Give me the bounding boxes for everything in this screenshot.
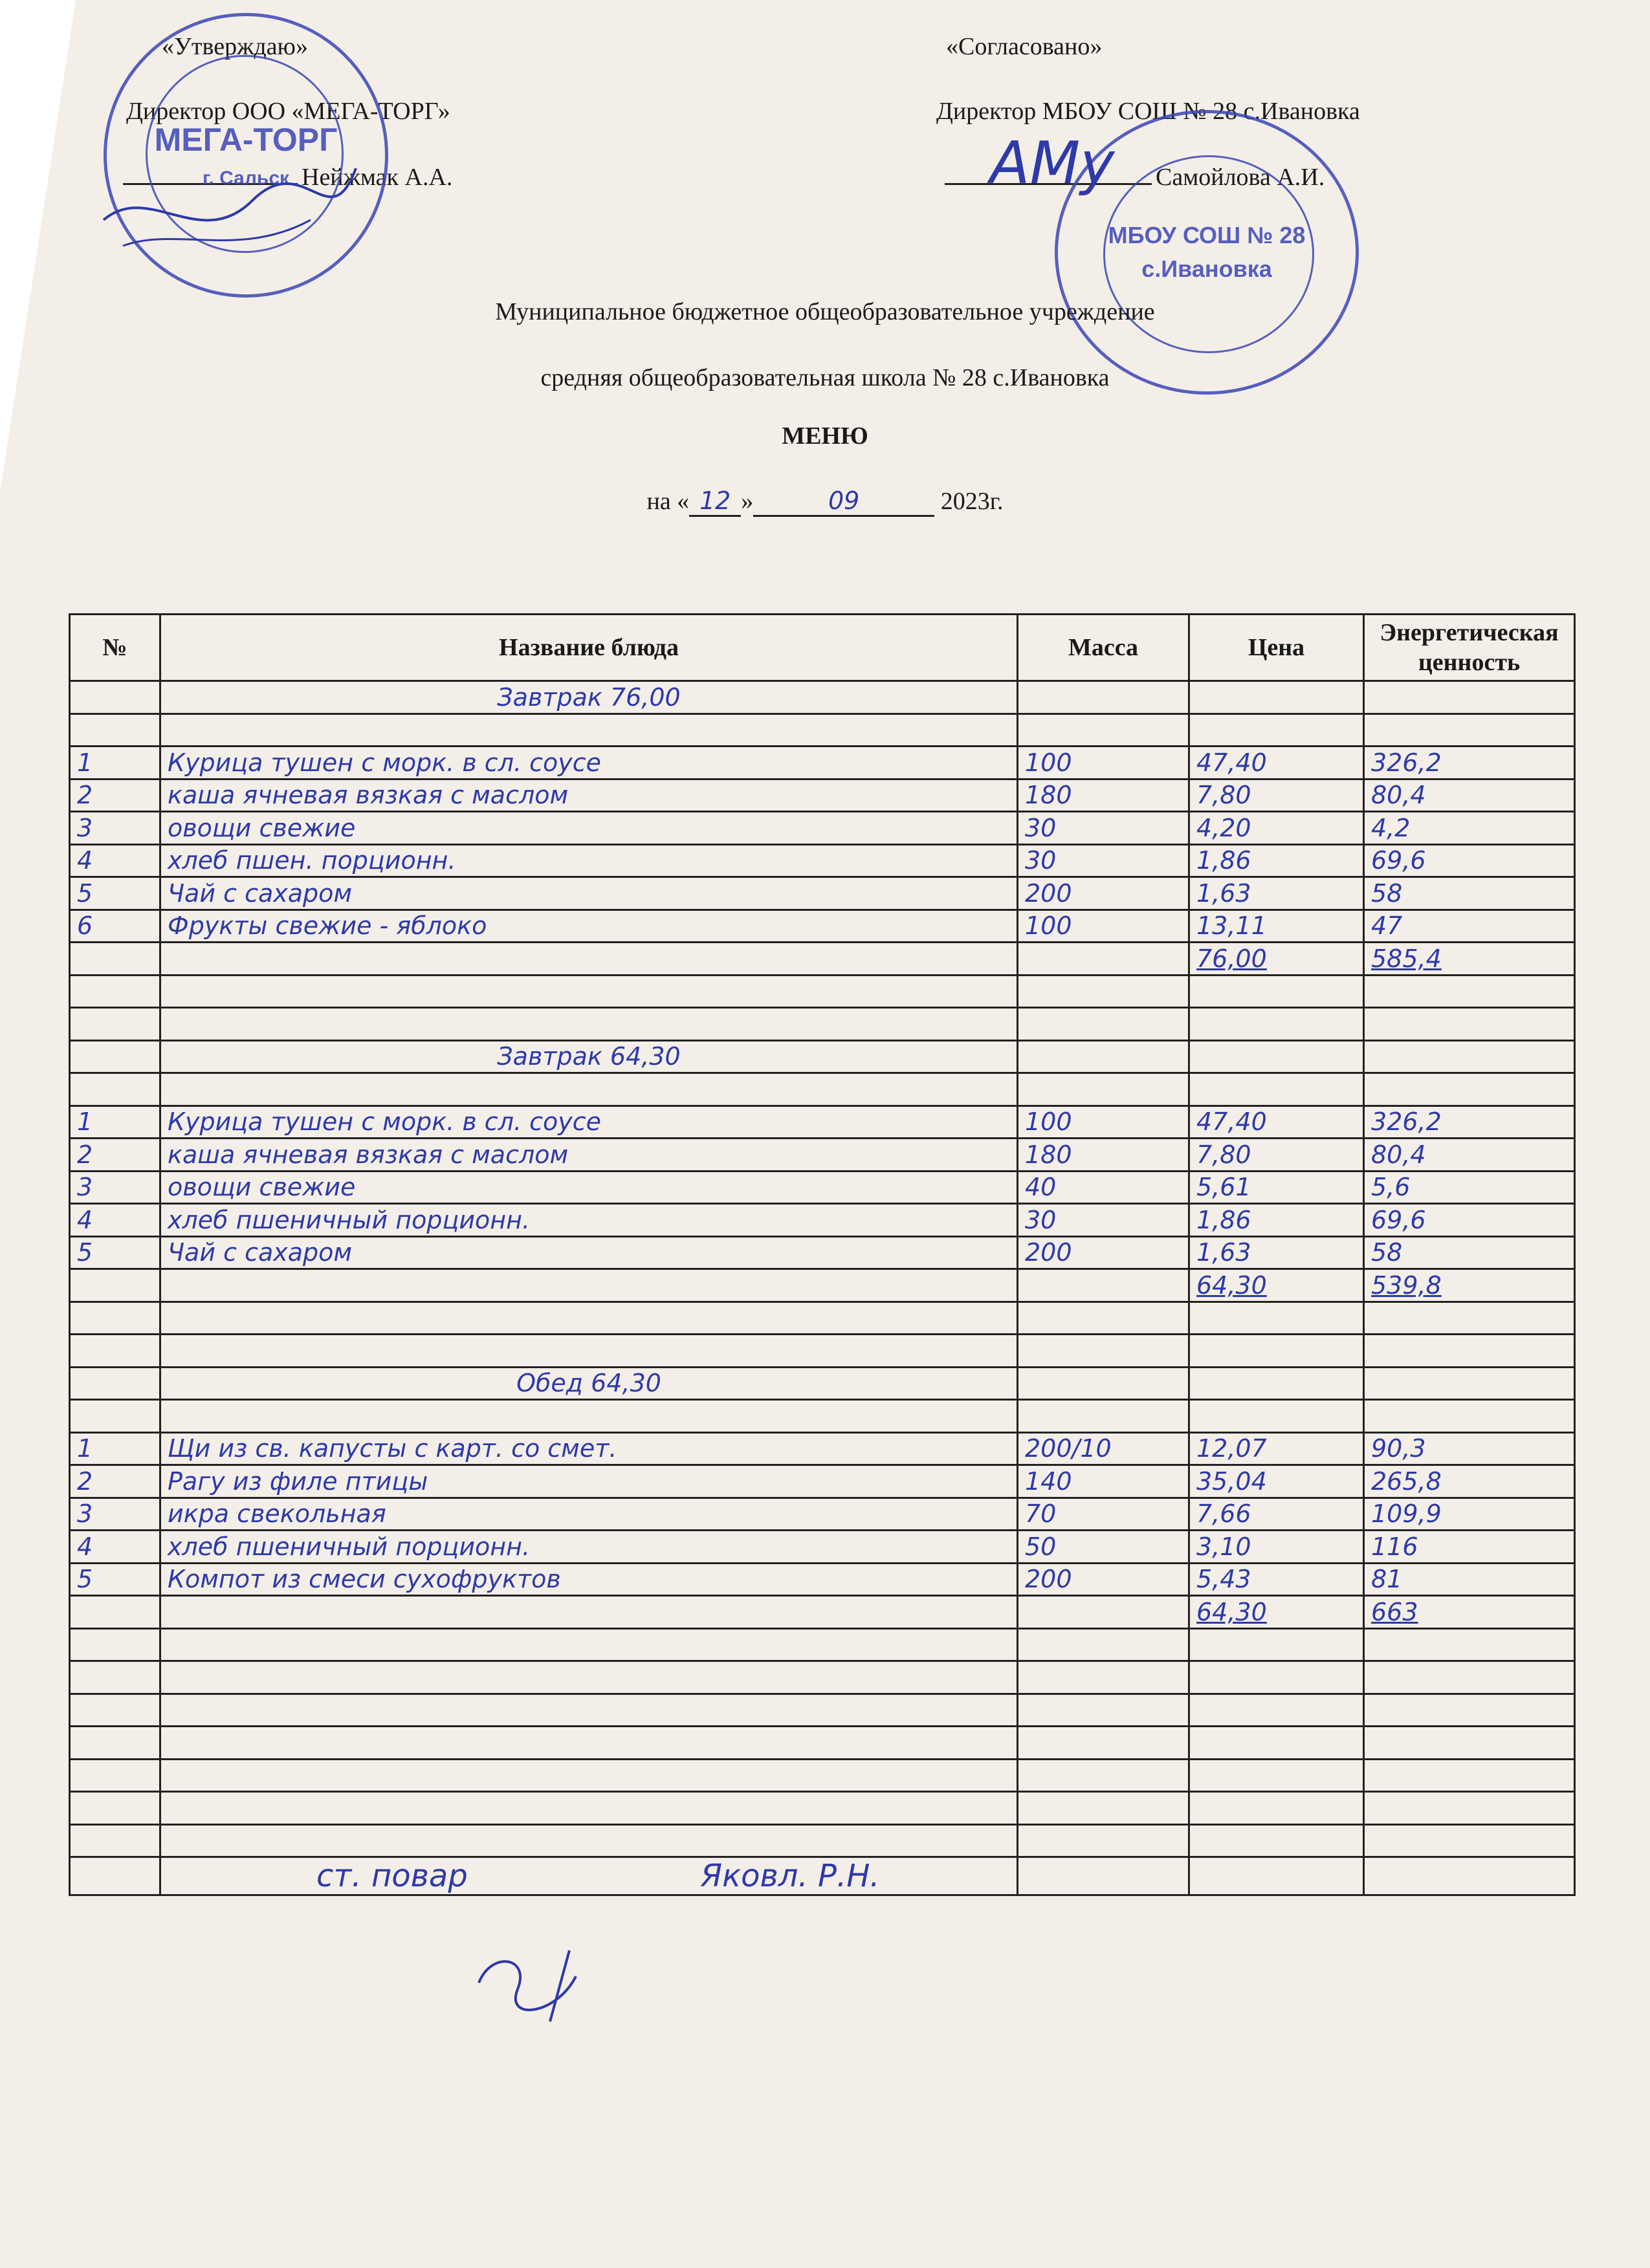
header-dish-name: Название блюда	[160, 615, 1018, 681]
empty-cell	[160, 1824, 1018, 1857]
empty-cell	[70, 1628, 160, 1661]
institution-line-2: средняя общеобразовательная школа № 28 с.Ивановка	[540, 364, 1110, 391]
empty-cell	[160, 1008, 1018, 1041]
school-stamp-village: с.Ивановка	[1141, 256, 1272, 282]
dish-mass: 200	[1018, 877, 1189, 910]
empty-cell	[1189, 1694, 1364, 1727]
dish-number: 3	[70, 812, 160, 845]
dish-name: овощи свежие	[160, 812, 1018, 845]
spacer-row	[70, 1073, 1575, 1106]
dish-name: Фрукты свежие - яблоко	[160, 910, 1018, 943]
empty-cell	[1018, 1073, 1189, 1106]
empty-cell	[1364, 975, 1575, 1008]
empty-cell	[1189, 1661, 1364, 1694]
company-stamp-city: г. Сальск	[202, 168, 290, 189]
empty-cell	[70, 714, 160, 747]
dish-row	[70, 844, 1575, 877]
dish-number: 6	[70, 910, 160, 943]
header-energy: Энергетическая ценность	[1364, 615, 1575, 681]
cook-role: ст. повар	[316, 1858, 468, 1894]
dish-mass: 180	[1018, 1139, 1189, 1172]
empty-cell	[1189, 681, 1364, 714]
dish-mass: 100	[1018, 1106, 1189, 1139]
dish-energy: 90,3	[1364, 1432, 1575, 1465]
dish-energy: 5,6	[1364, 1171, 1575, 1204]
empty-cell	[1018, 1792, 1189, 1825]
total-energy: 539,8	[1364, 1269, 1575, 1302]
empty-cell	[1189, 1335, 1364, 1368]
empty-cell	[1189, 975, 1364, 1008]
dish-number: 1	[70, 1432, 160, 1465]
empty-cell	[1364, 1367, 1575, 1400]
empty-cell	[1364, 1857, 1575, 1895]
empty-cell	[1364, 1040, 1575, 1073]
empty-cell	[1364, 1628, 1575, 1661]
empty-cell	[1189, 714, 1364, 747]
empty-cell	[1364, 1073, 1575, 1106]
empty-cell	[1364, 1008, 1575, 1041]
dish-price: 4,20	[1189, 812, 1364, 845]
header-number: №	[70, 615, 160, 681]
dish-price: 3,10	[1189, 1531, 1364, 1564]
empty-cell	[1018, 1040, 1189, 1073]
dish-mass: 200/10	[1018, 1432, 1189, 1465]
empty-cell	[1018, 1335, 1189, 1368]
empty-cell	[1018, 1824, 1189, 1857]
left-approve: «Утверждаю»	[162, 33, 308, 60]
empty-row	[70, 1694, 1575, 1727]
section-title: Завтрак 64,30	[160, 1040, 1018, 1073]
dish-number: 4	[70, 844, 160, 877]
dish-row	[70, 1498, 1575, 1531]
section-title-row	[70, 1040, 1575, 1073]
dish-price: 7,80	[1189, 779, 1364, 812]
empty-cell	[70, 943, 160, 976]
dish-energy: 80,4	[1364, 1139, 1575, 1172]
empty-cell	[1189, 1302, 1364, 1335]
right-approver-name: Самойлова А.И.	[1156, 164, 1325, 191]
empty-cell	[1364, 681, 1575, 714]
dish-energy: 326,2	[1364, 747, 1575, 780]
dish-number: 5	[70, 877, 160, 910]
empty-row	[70, 1727, 1575, 1760]
empty-cell	[70, 1269, 160, 1302]
spacer-row	[70, 1302, 1575, 1335]
empty-cell	[1018, 1367, 1189, 1400]
empty-cell	[70, 1596, 160, 1629]
spacer-row	[70, 975, 1575, 1008]
cook-signature	[362, 1937, 725, 2028]
empty-cell	[70, 1824, 160, 1857]
empty-cell	[1189, 1400, 1364, 1433]
spacer-row	[70, 1400, 1575, 1433]
section-title: Завтрак 76,00	[160, 681, 1018, 714]
dish-name: хлеб пшеничный порционн.	[160, 1531, 1018, 1564]
dish-mass: 30	[1018, 1204, 1189, 1237]
empty-cell	[160, 1792, 1018, 1825]
date-month: 09	[753, 486, 934, 517]
dish-price: 13,11	[1189, 910, 1364, 943]
dish-mass: 30	[1018, 812, 1189, 845]
empty-cell	[1364, 1694, 1575, 1727]
empty-cell	[70, 1302, 160, 1335]
dish-price: 7,80	[1189, 1139, 1364, 1172]
dish-price: 12,07	[1189, 1432, 1364, 1465]
header-mass: Масса	[1018, 615, 1189, 681]
dish-name: Чай с сахаром	[160, 1236, 1018, 1269]
empty-cell	[160, 1661, 1018, 1694]
menu-body	[70, 681, 1575, 1895]
dish-row	[70, 779, 1575, 812]
dish-mass: 200	[1018, 1236, 1189, 1269]
empty-cell	[1364, 1727, 1575, 1760]
empty-cell	[1189, 1727, 1364, 1760]
empty-cell	[70, 1335, 160, 1368]
date-year: 2023г.	[940, 488, 1004, 515]
dish-name: овощи свежие	[160, 1171, 1018, 1204]
section-title: Обед 64,30	[160, 1367, 1018, 1400]
dish-name: Курица тушен с морк. в сл. соусе	[160, 747, 1018, 780]
empty-cell	[70, 1661, 160, 1694]
left-signature	[97, 142, 369, 272]
empty-cell	[70, 975, 160, 1008]
section-title-row	[70, 1367, 1575, 1400]
dish-energy: 69,6	[1364, 844, 1575, 877]
dish-mass: 200	[1018, 1563, 1189, 1596]
spacer-row	[70, 1661, 1575, 1694]
dish-name: икра свекольная	[160, 1498, 1018, 1531]
empty-cell	[160, 1694, 1018, 1727]
dish-mass: 70	[1018, 1498, 1189, 1531]
dish-energy: 58	[1364, 1236, 1575, 1269]
dish-number: 2	[70, 1465, 160, 1498]
dish-name: хлеб пшеничный порционн.	[160, 1204, 1018, 1237]
dish-energy: 4,2	[1364, 812, 1575, 845]
company-stamp-text: МЕГА-ТОРГ	[154, 122, 338, 158]
right-signature: АМу	[990, 129, 1115, 197]
dish-number: 1	[70, 747, 160, 780]
empty-cell	[160, 1759, 1018, 1792]
signature-row	[70, 1857, 1575, 1895]
dish-energy: 265,8	[1364, 1465, 1575, 1498]
institution-line-1: Муниципальное бюджетное общеобразовательное учреждение	[495, 298, 1155, 325]
dish-row	[70, 1236, 1575, 1269]
dish-energy: 109,9	[1364, 1498, 1575, 1531]
empty-cell	[160, 1335, 1018, 1368]
empty-cell	[1018, 1661, 1189, 1694]
empty-cell	[160, 1596, 1018, 1629]
empty-cell	[70, 1073, 160, 1106]
dish-price: 1,86	[1189, 1204, 1364, 1237]
empty-cell	[1364, 1661, 1575, 1694]
right-approve: «Согласовано»	[946, 33, 1103, 60]
dish-row	[70, 1563, 1575, 1596]
empty-cell	[160, 714, 1018, 747]
empty-cell	[160, 975, 1018, 1008]
empty-cell	[1189, 1628, 1364, 1661]
dish-energy: 81	[1364, 1563, 1575, 1596]
empty-cell	[70, 1759, 160, 1792]
dish-energy: 47	[1364, 910, 1575, 943]
spacer-row	[70, 1008, 1575, 1041]
empty-cell	[1189, 1073, 1364, 1106]
empty-cell	[1018, 1400, 1189, 1433]
dish-number: 1	[70, 1106, 160, 1139]
dish-mass: 50	[1018, 1531, 1189, 1564]
dish-price: 35,04	[1189, 1465, 1364, 1498]
total-energy: 585,4	[1364, 943, 1575, 976]
dish-row	[70, 812, 1575, 845]
empty-cell	[1018, 1857, 1189, 1895]
empty-cell	[160, 1400, 1018, 1433]
dish-energy: 80,4	[1364, 779, 1575, 812]
empty-cell	[1018, 1008, 1189, 1041]
total-price: 76,00	[1189, 943, 1364, 976]
date-prefix: на «	[646, 488, 690, 515]
empty-cell	[70, 681, 160, 714]
empty-cell	[70, 1792, 160, 1825]
empty-cell	[70, 1008, 160, 1041]
date-mid: »	[741, 488, 754, 515]
dish-energy: 69,6	[1364, 1204, 1575, 1237]
empty-cell	[1189, 1759, 1364, 1792]
empty-cell	[1018, 681, 1189, 714]
dish-row	[70, 1139, 1575, 1172]
empty-cell	[1018, 1269, 1189, 1302]
dish-price: 5,61	[1189, 1171, 1364, 1204]
empty-cell	[1189, 1367, 1364, 1400]
dish-number: 4	[70, 1531, 160, 1564]
empty-cell	[1018, 1596, 1189, 1629]
cook-name: Яковл. Р.Н.	[700, 1858, 880, 1894]
dish-price: 47,40	[1189, 1106, 1364, 1139]
dish-number: 3	[70, 1498, 160, 1531]
empty-row	[70, 1759, 1575, 1792]
dish-name: Компот из смеси сухофруктов	[160, 1563, 1018, 1596]
empty-cell	[1018, 1628, 1189, 1661]
dish-name: Чай с сахаром	[160, 877, 1018, 910]
empty-cell	[160, 943, 1018, 976]
section-total-row	[70, 1596, 1575, 1629]
section-total-row	[70, 943, 1575, 976]
empty-cell	[1364, 714, 1575, 747]
dish-name: каша ячневая вязкая с маслом	[160, 779, 1018, 812]
empty-cell	[1018, 943, 1189, 976]
dish-mass: 40	[1018, 1171, 1189, 1204]
dish-row	[70, 1531, 1575, 1564]
dish-name: каша ячневая вязкая с маслом	[160, 1139, 1018, 1172]
dish-mass: 100	[1018, 747, 1189, 780]
dish-number: 2	[70, 1139, 160, 1172]
dish-number: 5	[70, 1563, 160, 1596]
total-price: 64,30	[1189, 1596, 1364, 1629]
empty-cell	[1364, 1759, 1575, 1792]
empty-cell	[1189, 1008, 1364, 1041]
dish-name: Щи из св. капусты с карт. со смет.	[160, 1432, 1018, 1465]
empty-cell	[70, 1857, 160, 1895]
empty-cell	[160, 1073, 1018, 1106]
document-title: МЕНЮ	[782, 422, 868, 450]
empty-row	[70, 1824, 1575, 1857]
empty-cell	[1189, 1824, 1364, 1857]
spacer-row	[70, 1628, 1575, 1661]
dish-name: Рагу из филе птицы	[160, 1465, 1018, 1498]
empty-cell	[160, 1727, 1018, 1760]
empty-cell	[1189, 1792, 1364, 1825]
dish-row	[70, 1106, 1575, 1139]
dish-price: 1,63	[1189, 1236, 1364, 1269]
dish-energy: 116	[1364, 1531, 1575, 1564]
dish-price: 5,43	[1189, 1563, 1364, 1596]
dish-mass: 30	[1018, 844, 1189, 877]
empty-cell	[1364, 1335, 1575, 1368]
spacer-row	[70, 1335, 1575, 1368]
dish-row	[70, 747, 1575, 780]
empty-cell	[1018, 975, 1189, 1008]
menu-date	[0, 486, 1650, 517]
dish-number: 4	[70, 1204, 160, 1237]
dish-number: 5	[70, 1236, 160, 1269]
dish-number: 2	[70, 779, 160, 812]
empty-cell	[70, 1694, 160, 1727]
empty-cell	[70, 1400, 160, 1433]
empty-cell	[1018, 714, 1189, 747]
empty-cell	[1018, 1727, 1189, 1760]
dish-row	[70, 1204, 1575, 1237]
left-approver-name: Нейжмак А.А.	[302, 164, 453, 191]
empty-cell	[1189, 1040, 1364, 1073]
empty-cell	[70, 1367, 160, 1400]
empty-cell	[1018, 1694, 1189, 1727]
dish-mass: 100	[1018, 910, 1189, 943]
spacer-row	[70, 714, 1575, 747]
cook-signature-cell	[160, 1857, 1018, 1895]
dish-name: хлеб пшен. порционн.	[160, 844, 1018, 877]
empty-cell	[70, 1040, 160, 1073]
dish-energy: 58	[1364, 877, 1575, 910]
menu-table	[69, 613, 1576, 1896]
dish-row	[70, 877, 1575, 910]
dish-energy: 326,2	[1364, 1106, 1575, 1139]
date-day: 12	[689, 486, 741, 517]
empty-cell	[1189, 1857, 1364, 1895]
empty-cell	[160, 1628, 1018, 1661]
right-approver-title: Директор МБОУ СОШ № 28 с.Ивановка	[936, 98, 1360, 125]
dish-row	[70, 1465, 1575, 1498]
empty-cell	[70, 1727, 160, 1760]
header-price: Цена	[1189, 615, 1364, 681]
section-total-row	[70, 1269, 1575, 1302]
dish-price: 1,63	[1189, 877, 1364, 910]
empty-cell	[1364, 1824, 1575, 1857]
total-energy: 663	[1364, 1596, 1575, 1629]
empty-cell	[1364, 1792, 1575, 1825]
dish-price: 7,66	[1189, 1498, 1364, 1531]
empty-cell	[1364, 1302, 1575, 1335]
dish-price: 47,40	[1189, 747, 1364, 780]
left-approver-title: Директор ООО «МЕГА-ТОРГ»	[126, 98, 450, 125]
dish-name: Курица тушен с морк. в сл. соусе	[160, 1106, 1018, 1139]
dish-mass: 180	[1018, 779, 1189, 812]
section-title-row	[70, 681, 1575, 714]
empty-cell	[1018, 1759, 1189, 1792]
empty-cell	[160, 1302, 1018, 1335]
dish-row	[70, 910, 1575, 943]
dish-price: 1,86	[1189, 844, 1364, 877]
dish-number: 3	[70, 1171, 160, 1204]
empty-cell	[1364, 1400, 1575, 1433]
empty-cell	[160, 1269, 1018, 1302]
total-price: 64,30	[1189, 1269, 1364, 1302]
empty-cell	[1018, 1302, 1189, 1335]
empty-row	[70, 1792, 1575, 1825]
dish-row	[70, 1171, 1575, 1204]
dish-mass: 140	[1018, 1465, 1189, 1498]
school-stamp-text: МБОУ СОШ № 28	[1108, 222, 1306, 248]
dish-row	[70, 1432, 1575, 1465]
